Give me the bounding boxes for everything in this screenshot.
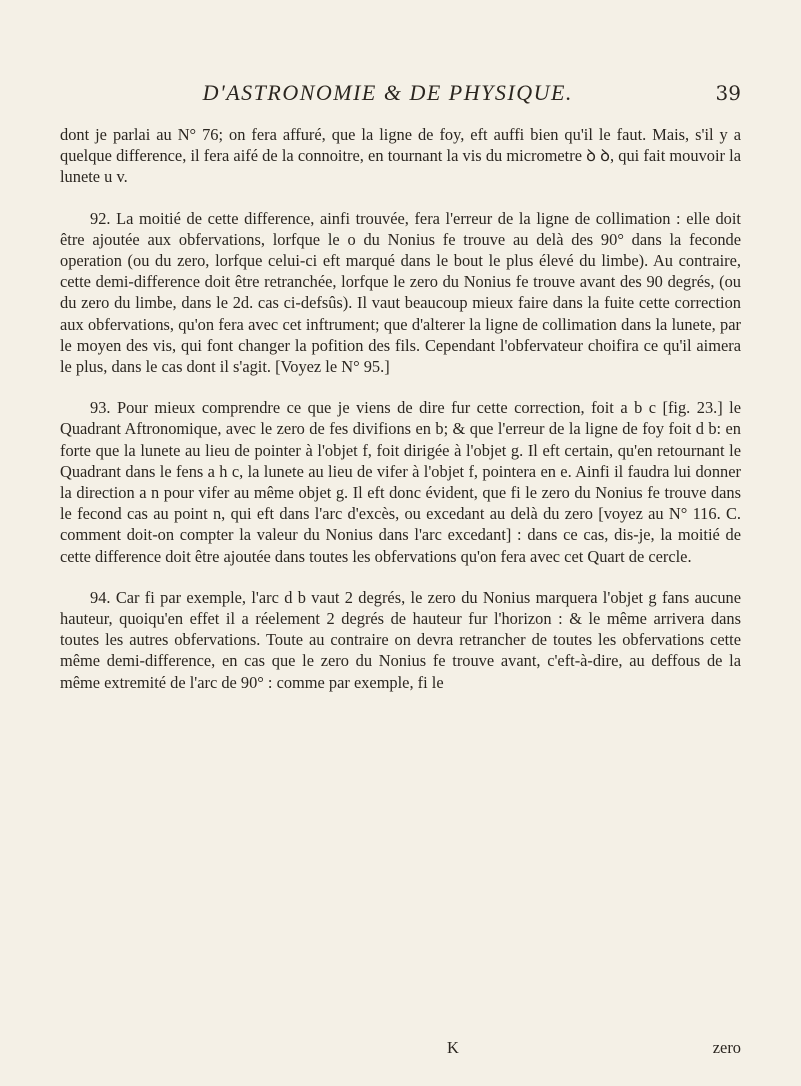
catchword: zero	[712, 1038, 741, 1057]
page-body	[60, 124, 741, 713]
running-title: D'ASTRONOMIE & DE PHYSIQUE.	[202, 80, 573, 105]
paragraph-93: 93. Pour mieux comprendre ce que je viens de dire fur cette correction, foit a b c [fig. 23.] le Quadrant Aftronomique, avec le zero de fes divifions en b; & que l'erreur de la ligne de foy foit d b: en forte que la lunete au lieu de pointer à l'objet f, foit dirigée à l'objet g. Il eft certain, qu'en retournant le Quadrant dans le fens a h c, la lunete au lieu de vifer à l'objet f, pointera en e. Ainfi il faudra lui donner la direction a n pour vifer au même objet g. Il eft donc évident, que fi le zero du Nonius fe trouve dans le fecond cas au point n, qui eft dans l'arc d'excès, ou excedant au delà du zero [voyez au N° 116. C. comment doit-on compter la valeur du Nonius dans l'arc excedant] : dans ce cas, dis-je, la moitié de cette difference doit être ajoutée dans toutes les obfervations qu'on fera avec cet Quart de cercle.	[60, 398, 741, 566]
paragraph-continuation: dont je parlai au N° 76; on fera affuré, que la ligne de foy, eft auffi bien qu'il le faut. Mais, s'il y a quelque difference, il fera aifé de la connoitre, en tournant la vis du micrometre ꝺ ꝺ, qui fait mouvoir la lunete u v.	[60, 125, 741, 187]
paragraph-92: 92. La moitié de cette difference, ainfi trouvée, fera l'erreur de la ligne de collimation : elle doit être ajoutée aux obfervations, lorfque le o du Nonius fe trouve au delà des 90° dans la feconde operation (ou du zero, lorfque celui-ci eft marqué dans le bout le plus élevé du limbe). Au contraire, cette demi-difference doit être retranchée, lorfque le zero du Nonius fe trouve avant des 90 degrés, (ou du zero du limbe, dans le 2d. cas ci-defsûs). Il vaut beaucoup mieux faire dans la fuite cette correction aux obfervations, qu'on fera avec cet inftrument; que d'alterer la ligne de collimation dans la lunete, par le moyen des vis, qui font changer la pofition des fils. Cependant l'obfervateur choifira ce qu'il aimera le plus, dans le cas dont il s'agit. [Voyez le N° 95.]	[60, 208, 741, 377]
paragraph-94: 94. Car fi par exemple, l'arc d b vaut 2 degrés, le zero du Nonius marquera l'objet g fans aucune hauteur, quoiqu'en effet il a réelement 2 degrés de hauteur fur l'horizon : & le même arrivera dans toutes les autres obfervations. Toute au contraire on devra retrancher de toutes les obfervations cette même demi-difference, en cas que le zero du Nonius fe trouve avant, c'eft-à-dire, au deffous de la même extremité de l'arc de 90° : comme par exemple, fi le	[60, 587, 741, 692]
page-number: 39	[715, 81, 741, 105]
signature-mark: K	[447, 1038, 459, 1057]
page-header	[60, 80, 741, 106]
